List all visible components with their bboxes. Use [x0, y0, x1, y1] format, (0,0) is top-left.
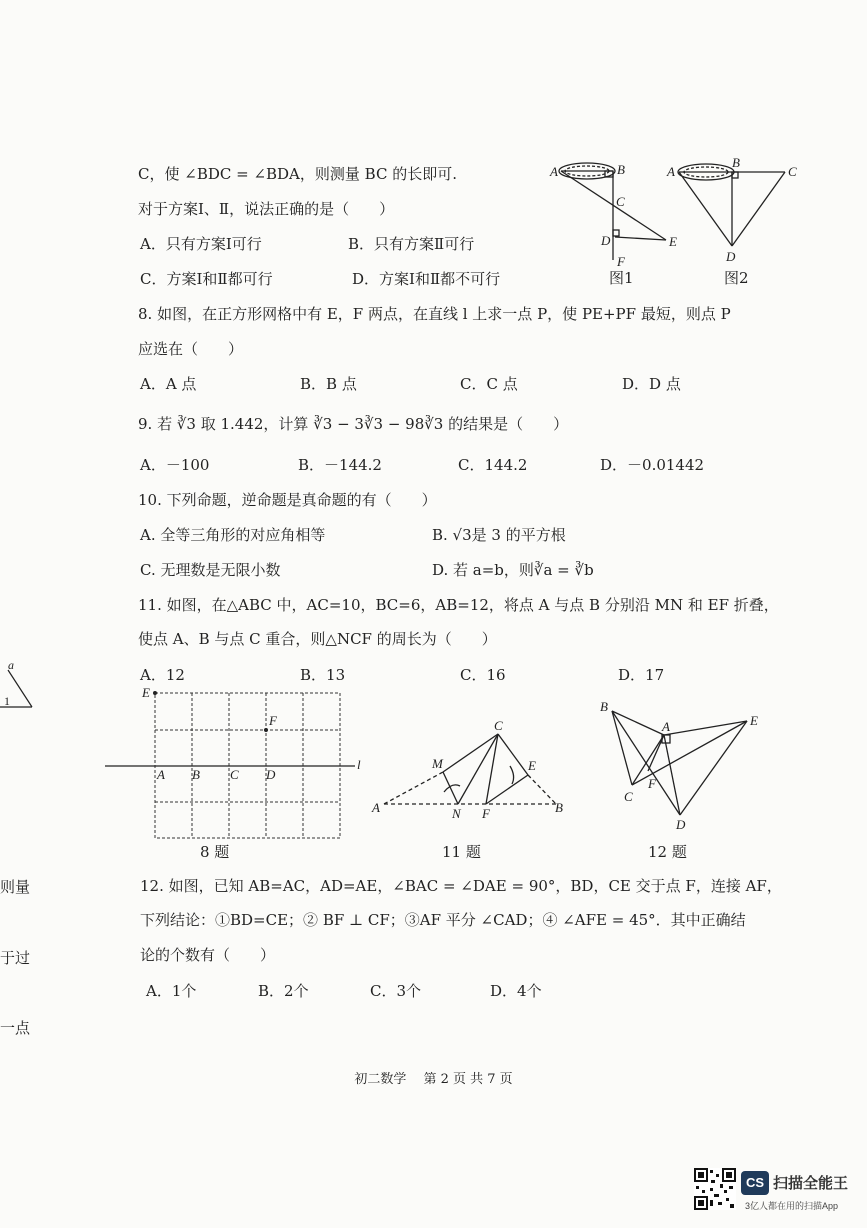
margin-text-2: 于过 [0, 949, 31, 967]
q9-option-d: D．－0.01442 [600, 456, 705, 474]
scanner-tagline: 3亿人都在用的扫描App [745, 1201, 839, 1211]
fig12-label-e: E [750, 713, 758, 728]
scanner-app-name: 扫描全能王 [773, 1175, 849, 1192]
q11-option-a: A．12 [140, 666, 185, 684]
q8-option-b: B．B 点 [300, 375, 357, 393]
q10-option-d: D. 若 a=b，则∛a = ∛b [432, 561, 594, 579]
qr-code-icon [694, 1168, 736, 1210]
q9-option-b: B．－144.2 [298, 456, 382, 474]
page-footer: 初二数学 第 2 页 共 7 页 [354, 1072, 513, 1087]
fig12-label-a: A [662, 719, 670, 734]
q8-option-c: C．C 点 [460, 375, 518, 393]
fig1-label-e: E [669, 234, 677, 249]
margin-text-1: 则量 [0, 878, 31, 896]
q11-figure [368, 720, 573, 830]
q7-option-b: B．只有方案Ⅱ可行 [348, 235, 475, 253]
q9-stem: 9. 若 ∛3 取 1.442，计算 ∛3 − 3∛3 − 98∛3 的结果是（ ） [138, 415, 569, 433]
margin-label-1: 1 [4, 694, 10, 708]
q7-line1: C，使 ∠BDC = ∠BDA，则测量 BC 的长即可. [138, 165, 457, 183]
fig2-label-d: D [726, 249, 736, 264]
fig8-label-a: A [157, 767, 165, 782]
q9-option-c: C．144.2 [458, 456, 528, 474]
fig12-label-c: C [624, 789, 633, 804]
fig12-label-b: B [600, 699, 608, 714]
q9-option-a: A．－100 [140, 456, 210, 474]
q10-option-b: B. √3是 3 的平方根 [432, 526, 566, 544]
margin-text-3: 一点 [0, 1019, 31, 1037]
q7-option-a: A．只有方案Ⅰ可行 [140, 235, 262, 253]
q12-option-d: D．4个 [490, 982, 542, 1000]
q11-line2: 使点 A、B 与点 C 重合，则△NCF 的周长为（ ） [138, 630, 497, 648]
fig8-caption: 8 题 [200, 843, 230, 861]
q8-line2: 应选在（ ） [138, 340, 244, 358]
fig12-label-d: D [676, 817, 686, 832]
q7-option-d: D．方案Ⅰ和Ⅱ都不可行 [352, 270, 501, 288]
q12-line1: 12. 如图，已知 AB=AC，AD=AE，∠BAC = ∠DAE = 90°，BD，CE 交于点 F，连接 AF， [140, 877, 782, 895]
fig8-label-e: E [142, 685, 150, 700]
q11-option-b: B．13 [300, 666, 346, 684]
fig11-caption: 11 题 [442, 843, 481, 861]
fig1-label-a: A [550, 164, 558, 179]
fig8-label-f: F [269, 713, 277, 728]
fig11-label-c: C [494, 720, 503, 733]
fig2-label-c: C [788, 164, 797, 179]
q12-figure [592, 695, 772, 835]
fig8-label-l: l [357, 757, 361, 772]
fig11-label-b: B [555, 800, 563, 815]
q10-option-a: A. 全等三角形的对应角相等 [140, 526, 326, 544]
fig8-label-b: B [192, 767, 200, 782]
q11-option-c: C．16 [460, 666, 506, 684]
fig8-label-c: C [230, 767, 239, 782]
q12-line3: 论的个数有（ ） [140, 946, 276, 964]
margin-angle-sketch [0, 655, 40, 715]
fig1-caption: 图1 [609, 269, 634, 287]
q7-figure2 [666, 155, 797, 264]
camscanner-logo: CS [741, 1171, 769, 1195]
q7-line2: 对于方案Ⅰ、Ⅱ，说法正确的是（ ） [138, 200, 395, 218]
fig12-caption: 12 题 [648, 843, 687, 861]
q12-option-b: B．2个 [258, 982, 309, 1000]
q7-figures [545, 150, 815, 290]
fig2-label-a: A [667, 164, 675, 179]
fig11-label-n: N [452, 806, 461, 821]
fig2-caption: 图2 [724, 269, 749, 287]
q11-option-d: D．17 [618, 666, 665, 684]
q8-figure [100, 685, 370, 845]
fig11-label-f: F [482, 806, 490, 821]
fig11-label-m: M [432, 756, 443, 771]
q11-line1: 11. 如图，在△ABC 中，AC=10，BC=6，AB=12，将点 A 与点 B 分别沿 MN 和 EF 折叠， [138, 596, 779, 614]
fig1-label-d: D [601, 233, 611, 248]
q10-stem: 10. 下列命题，逆命题是真命题的有（ ） [138, 491, 437, 509]
q10-option-c: C. 无理数是无限小数 [140, 561, 281, 579]
fig8-label-d: D [266, 767, 276, 782]
q8-line1: 8. 如图，在正方形网格中有 E，F 两点，在直线 l 上求一点 P，使 PE+PF 最短，则点 P [138, 305, 731, 323]
q8-option-a: A．A 点 [140, 375, 197, 393]
q8-option-d: D．D 点 [622, 375, 681, 393]
q12-line2: 下列结论：①BD=CE；② BF ⊥ CF；③AF 平分 ∠CAD；④ ∠AFE = 45°．其中正确结 [140, 911, 746, 929]
fig1-label-b: B [617, 162, 625, 177]
q7-option-c: C．方案Ⅰ和Ⅱ都可行 [140, 270, 273, 288]
fig12-label-f: F [648, 776, 656, 791]
fig11-label-a: A [372, 800, 380, 815]
q12-option-c: C．3个 [370, 982, 422, 1000]
q7-figure1 [549, 162, 677, 269]
fig11-label-e: E [528, 758, 536, 773]
fig2-label-b: B [732, 155, 740, 170]
margin-label-a: a [8, 658, 14, 672]
q12-option-a: A．1个 [146, 982, 197, 1000]
fig1-label-c: C [616, 194, 625, 209]
fig1-label-f: F [617, 254, 625, 269]
